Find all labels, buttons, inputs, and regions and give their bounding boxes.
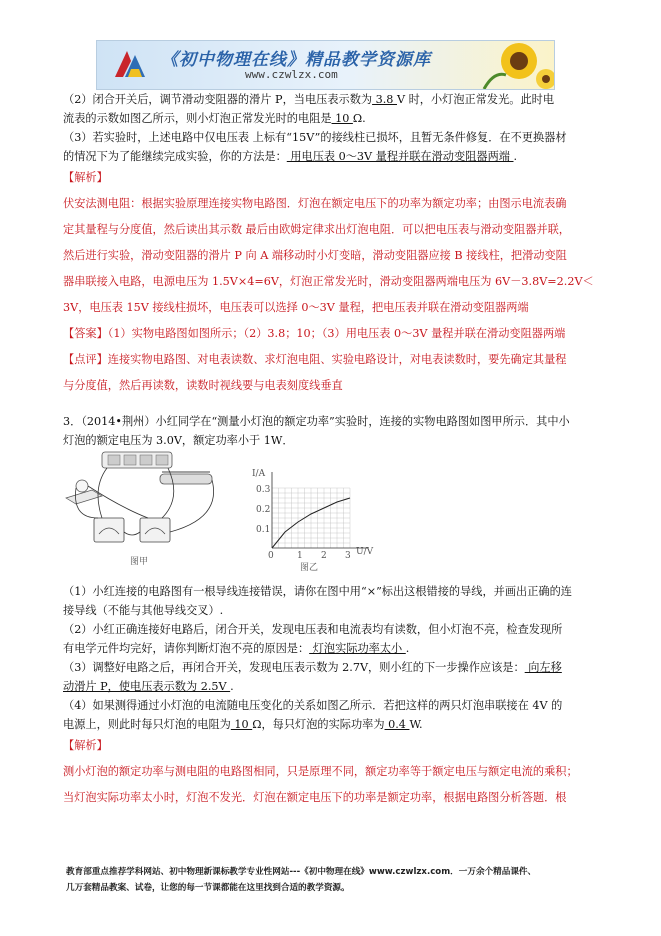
- p3q3-line2: [63, 677, 608, 696]
- analysis1-line: 然后进行实验，滑动变阻器的滑片 P 向 A 端移动时小灯变暗，滑动变阻器应接 B 接线柱，把滑动变阻: [63, 249, 567, 262]
- q2-line2: [63, 109, 608, 128]
- p3q2-text: 有电学元件均完好，请你判断灯泡不亮的原因是：: [63, 642, 310, 655]
- p3q3-answer: 动滑片 P，使电压表示数为 2.5V: [63, 680, 231, 693]
- graph-grid: [272, 488, 350, 548]
- analysis1-line: 器串联接入电路，电源电压为 1.5V×4=6V，灯泡正常发光时，滑动变阻器两端电压为 6V－3.8V=2.2V＜: [63, 275, 594, 288]
- figure-b-caption: 图乙: [300, 563, 319, 573]
- x-tick-label: 3: [345, 551, 351, 560]
- q2-answer-voltage: 3.8: [372, 93, 397, 106]
- p3q3-line1: [63, 658, 608, 677]
- p3q1-line2: 接导线（不能与其他导线交叉）.: [63, 604, 224, 617]
- q2-answer-resistance: 10: [331, 112, 353, 125]
- analysis2-label: 【解析】: [63, 739, 108, 752]
- p3q3-text: （3）调整好电路之后，再闭合开关，发现电压表示数为 2.7V，则小红的下一步操作应该是：: [63, 661, 525, 674]
- answer1: 【答案】（1）实物电路图如图所示；（2）3.8；10；（3）用电压表 0～3V 量程并联在滑动变阻器两端: [63, 327, 566, 340]
- site-logo-icon: [111, 47, 149, 83]
- figure-circuit-diagram: [62, 448, 232, 568]
- figure-iu-graph: [250, 468, 390, 560]
- q3-text: 的情况下为了能继续完成实验，你的方法是：: [63, 150, 287, 163]
- figure-a-caption: 图甲: [130, 557, 149, 567]
- p3q1-line1: （1）小红连接的电路图有一根导线连接错误，请你在图中用“×”标出这根错接的导线，并画出正确的连: [63, 585, 572, 598]
- p3q3-answer: 向左移: [524, 661, 562, 674]
- p3q4-line1: （4）如果测得通过小灯泡的电流随电压变化的关系如图乙所示．若把这样的两只灯泡串联接在 4V 的: [63, 699, 563, 712]
- q3-answer: 用电压表 0～3V 量程并联在滑动变阻器两端: [286, 150, 514, 163]
- sunflower-icon: [464, 41, 554, 89]
- p3q4-text: W.: [409, 718, 423, 731]
- x-tick-label: 0: [268, 551, 274, 560]
- comment1-line2: 与分度值，然后再读数，读数时视线要与电表刻度线垂直: [63, 379, 343, 392]
- x-tick-label: 2: [321, 551, 327, 560]
- y-axis-label: I/A: [252, 469, 266, 479]
- p3q3-text: .: [230, 680, 234, 693]
- banner-title: 《初中物理在线》精品教学资源库: [161, 50, 431, 70]
- page-footer: [66, 864, 606, 896]
- q3-text: .: [513, 150, 518, 163]
- p3q2-text: .: [405, 642, 410, 655]
- q3-line1: （3）若实验时，上述电路中仅电压表 上标有“15V”的接线柱已损坏，且暂无条件修复．在不更换器材: [63, 131, 567, 144]
- analysis2-line: 当灯泡实际功率太小时，灯泡不发光．灯泡在额定电压下的功率是额定功率，根据电路图分析答题．根: [63, 791, 567, 804]
- p3q2-line2: [63, 639, 608, 658]
- footer-line1: 教育部重点推荐学科网站、初中物理新课标教学专业性网站---《初中物理在线》www.czwlzx.com．一万余个精品课件、: [66, 867, 537, 877]
- q2-text: 流表的示数如图乙所示，则小灯泡正常发光时的电阻是: [63, 112, 332, 125]
- p3q2-answer: 灯泡实际功率太小: [309, 642, 406, 655]
- x-tick-label: 1: [297, 551, 303, 560]
- header-banner: [96, 40, 555, 90]
- y-tick-label: 0.1: [256, 525, 271, 535]
- q2-line1: [63, 90, 608, 109]
- y-tick-label: 0.3: [256, 485, 271, 495]
- q2-text: Ω.: [352, 112, 366, 125]
- q3-line2: [63, 147, 608, 166]
- analysis2-line: 测小灯泡的额定功率与测电阻的电路图相同，只是原理不同，额定功率等于额定电压与额定电流的乘积；: [63, 765, 578, 778]
- p3q4-text: 电源上，则此时每只灯泡的电阻为: [63, 718, 231, 731]
- y-tick-label: 0.2: [256, 505, 271, 515]
- p3q4-answer-resistance: 10: [230, 718, 253, 731]
- q2-text: V 时，小灯泡正常发光。此时电: [396, 93, 555, 106]
- problem3-line2: 灯泡的额定电压为 3.0V，额定功率小于 1W．: [63, 434, 294, 447]
- banner-url[interactable]: www.czwlzx.com: [245, 68, 338, 81]
- q2-text: （2）闭合开关后，调节滑动变阻器的滑片 P，当电压表示数为: [63, 93, 373, 106]
- p3q2-line1: （2）小红正确连接好电路后，闭合开关，发现电压表和电流表均有读数，但小灯泡不亮，检查发现所: [63, 623, 563, 636]
- analysis1-label: 【解析】: [63, 171, 108, 184]
- footer-line2: 几万套精品教案、试卷，让您的每一节课都能在这里找到合适的教学资源。: [66, 883, 350, 893]
- analysis1-line: 定其量程与分度值，然后读出其示数 最后由欧姆定律求出灯泡电阻．可以把电压表与滑动变阻器并联，: [63, 223, 570, 236]
- analysis1-line: 伏安法测电阻：根据实验原理连接实物电路图．灯泡在额定电压下的功率为额定功率；由图示电流表确: [63, 197, 567, 210]
- analysis1-line: 3V，电压表 15V 接线柱损坏，电压表可以选择 0～3V 量程，把电压表并联在滑动变阻器两端: [63, 301, 529, 314]
- p3q4-answer-power: 0.4: [384, 718, 410, 731]
- problem3-line1: 3．（2014•荆州）小红同学在“测量小灯泡的额定功率”实验时，连接的实物电路图如图甲所示．其中小: [63, 415, 570, 428]
- p3q4-line2: [63, 715, 608, 734]
- x-axis-label: U/V: [356, 547, 374, 557]
- p3q4-text: Ω，每只灯泡的实际功率为: [252, 718, 385, 731]
- comment1-line1: 【点评】连接实物电路图、对电表读数、求灯泡电阻、实验电路设计，对电表读数时，要先确定其量程: [63, 353, 567, 366]
